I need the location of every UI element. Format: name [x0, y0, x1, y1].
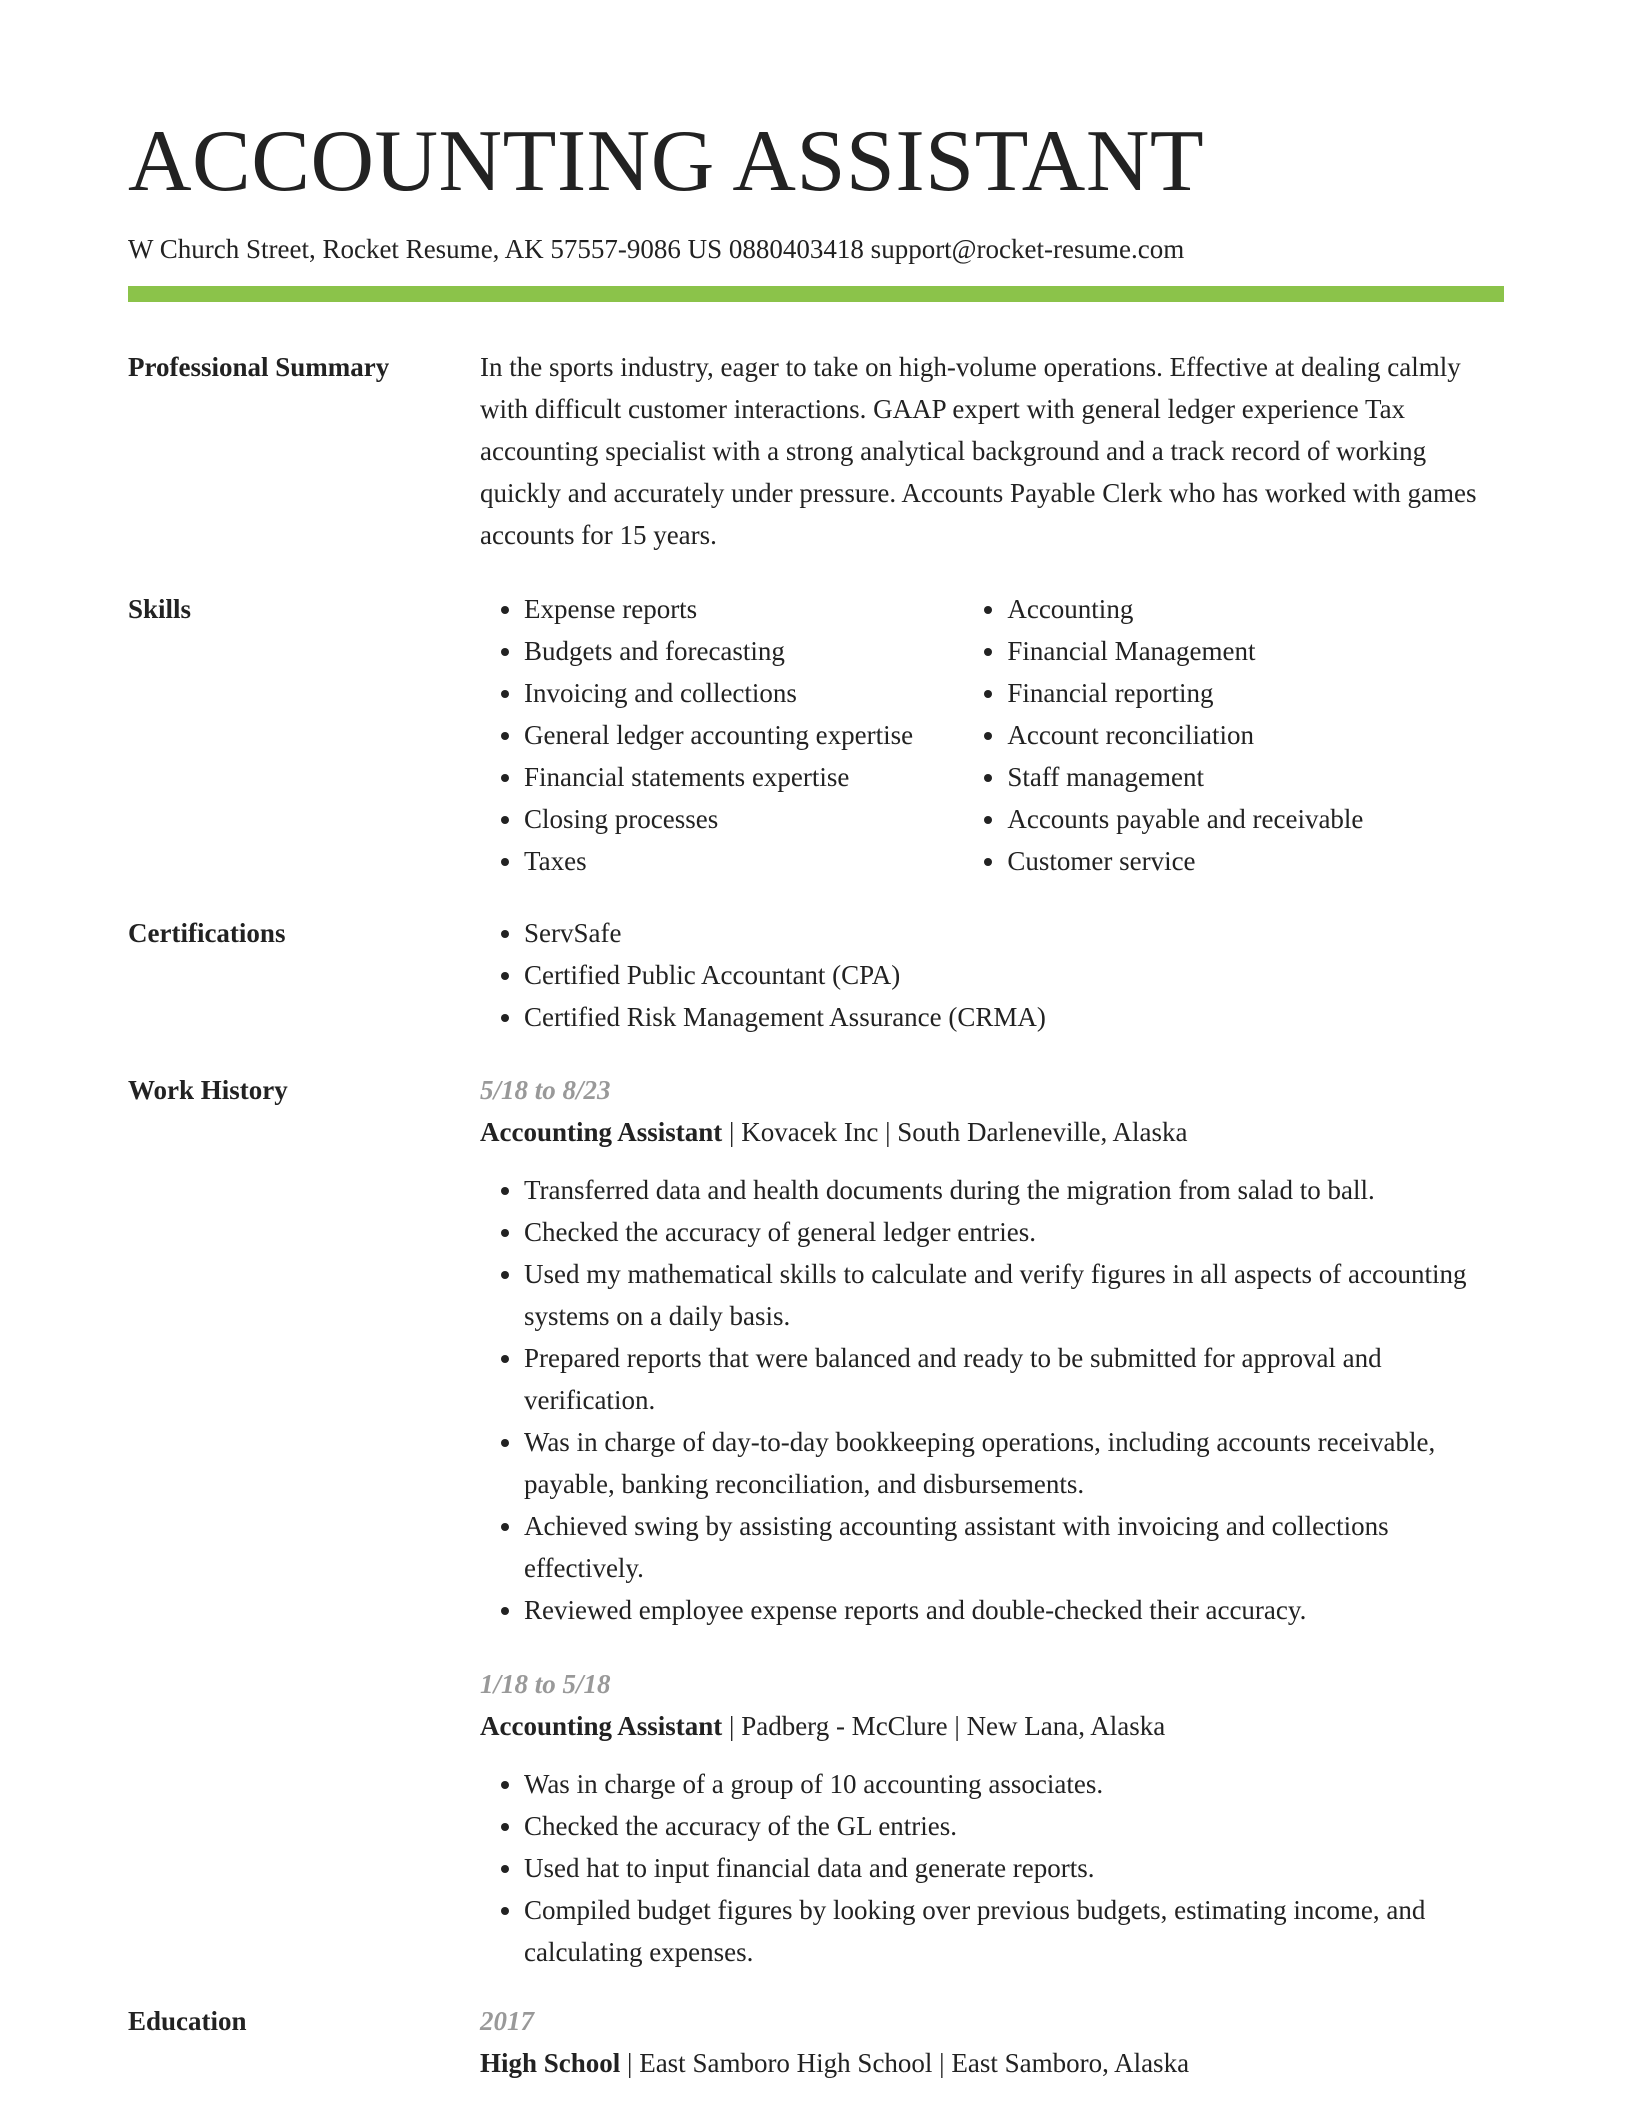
certifications-list	[480, 912, 1504, 1038]
education-line	[480, 2042, 1504, 2084]
skill-item: • Taxes	[524, 840, 963, 882]
job-bullets	[480, 1169, 1504, 1631]
job-entry	[480, 1663, 1504, 1973]
skill-item: • Expense reports	[524, 588, 963, 630]
education-heading: Education	[128, 2006, 247, 2036]
skill-item: • General ledger accounting expertise	[524, 714, 963, 756]
skills-heading: Skills	[128, 594, 192, 624]
job-bullet: • Compiled budget figures by looking over previous budgets, estimating income, and calculating expenses.	[524, 1889, 1504, 1973]
summary-text: In the sports industry, eager to take on high-volume operations. Effective at dealing calmly with difficult customer interactions. GAAP expert with general ledger experience Tax accounting specialist with a strong analytical background and a track record of working quickly and accurately under pressure. Accounts Payable Clerk who has worked with games accounts for 15 years.	[480, 352, 1477, 550]
job-details: | Kovacek Inc | South Darleneville, Alaska	[722, 1117, 1188, 1147]
skill-item: • Account reconciliation	[1007, 714, 1504, 756]
skill-item: • Invoicing and collections	[524, 672, 963, 714]
job-bullet: • Checked the accuracy of general ledger entries.	[524, 1211, 1504, 1253]
job-bullet: • Used my mathematical skills to calculate and verify figures in all aspects of accounting systems on a daily basis.	[524, 1253, 1504, 1337]
education-details: | East Samboro High School | East Samboro, Alaska	[620, 2048, 1190, 2078]
skills-list-left	[480, 588, 963, 882]
job-bullet: • Transferred data and health documents during the migration from salad to ball.	[524, 1169, 1504, 1211]
skill-item: • Financial reporting	[1007, 672, 1504, 714]
skill-item: • Accounts payable and receivable	[1007, 798, 1504, 840]
certifications-heading: Certifications	[128, 918, 286, 948]
certification-item: • Certified Public Accountant (CPA)	[524, 954, 1504, 996]
certification-item: • ServSafe	[524, 912, 1504, 954]
skill-item: • Accounting	[1007, 588, 1504, 630]
job-title: Accounting Assistant	[480, 1117, 723, 1147]
skill-item: • Customer service	[1007, 840, 1504, 882]
skill-item: • Budgets and forecasting	[524, 630, 963, 672]
skill-item: • Financial Management	[1007, 630, 1504, 672]
skills-list-right	[963, 588, 1504, 882]
job-bullet: • Reviewed employee expense reports and double-checked their accuracy.	[524, 1589, 1504, 1631]
job-dates: 1/18 to 5/18	[480, 1669, 611, 1699]
skill-item: • Closing processes	[524, 798, 963, 840]
certification-item: • Certified Risk Management Assurance (CRMA)	[524, 996, 1504, 1038]
accent-divider	[128, 286, 1504, 302]
job-title-line	[480, 1111, 1504, 1153]
job-bullet: • Achieved swing by assisting accounting assistant with invoicing and collections effectively.	[524, 1505, 1504, 1589]
job-bullet: • Checked the accuracy of the GL entries.	[524, 1805, 1504, 1847]
education-date: 2017	[480, 2006, 534, 2036]
skill-item: • Staff management	[1007, 756, 1504, 798]
contact-info: W Church Street, Rocket Resume, AK 57557-9086 US 0880403418 support@rocket-resume.com	[128, 234, 1185, 264]
job-dates: 5/18 to 8/23	[480, 1075, 611, 1105]
job-bullets	[480, 1763, 1504, 1973]
job-bullet: • Was in charge of day-to-day bookkeeping operations, including accounts receivable, payable, banking reconciliation, and disbursements.	[524, 1421, 1504, 1505]
skill-item: • Financial statements expertise	[524, 756, 963, 798]
job-bullet: • Prepared reports that were balanced and ready to be submitted for approval and verification.	[524, 1337, 1504, 1421]
work-history-heading: Work History	[128, 1075, 288, 1105]
job-bullet: • Was in charge of a group of 10 accounting associates.	[524, 1763, 1504, 1805]
candidate-name: ACCOUNTING ASSISTANT	[128, 113, 1205, 210]
job-bullet: • Used hat to input financial data and generate reports.	[524, 1847, 1504, 1889]
summary-heading: Professional Summary	[128, 352, 390, 382]
job-details: | Padberg - McClure | New Lana, Alaska	[722, 1711, 1166, 1741]
job-title-line	[480, 1705, 1504, 1747]
job-title: Accounting Assistant	[480, 1711, 723, 1741]
job-entry	[480, 1069, 1504, 1631]
education-degree: High School	[480, 2048, 621, 2078]
